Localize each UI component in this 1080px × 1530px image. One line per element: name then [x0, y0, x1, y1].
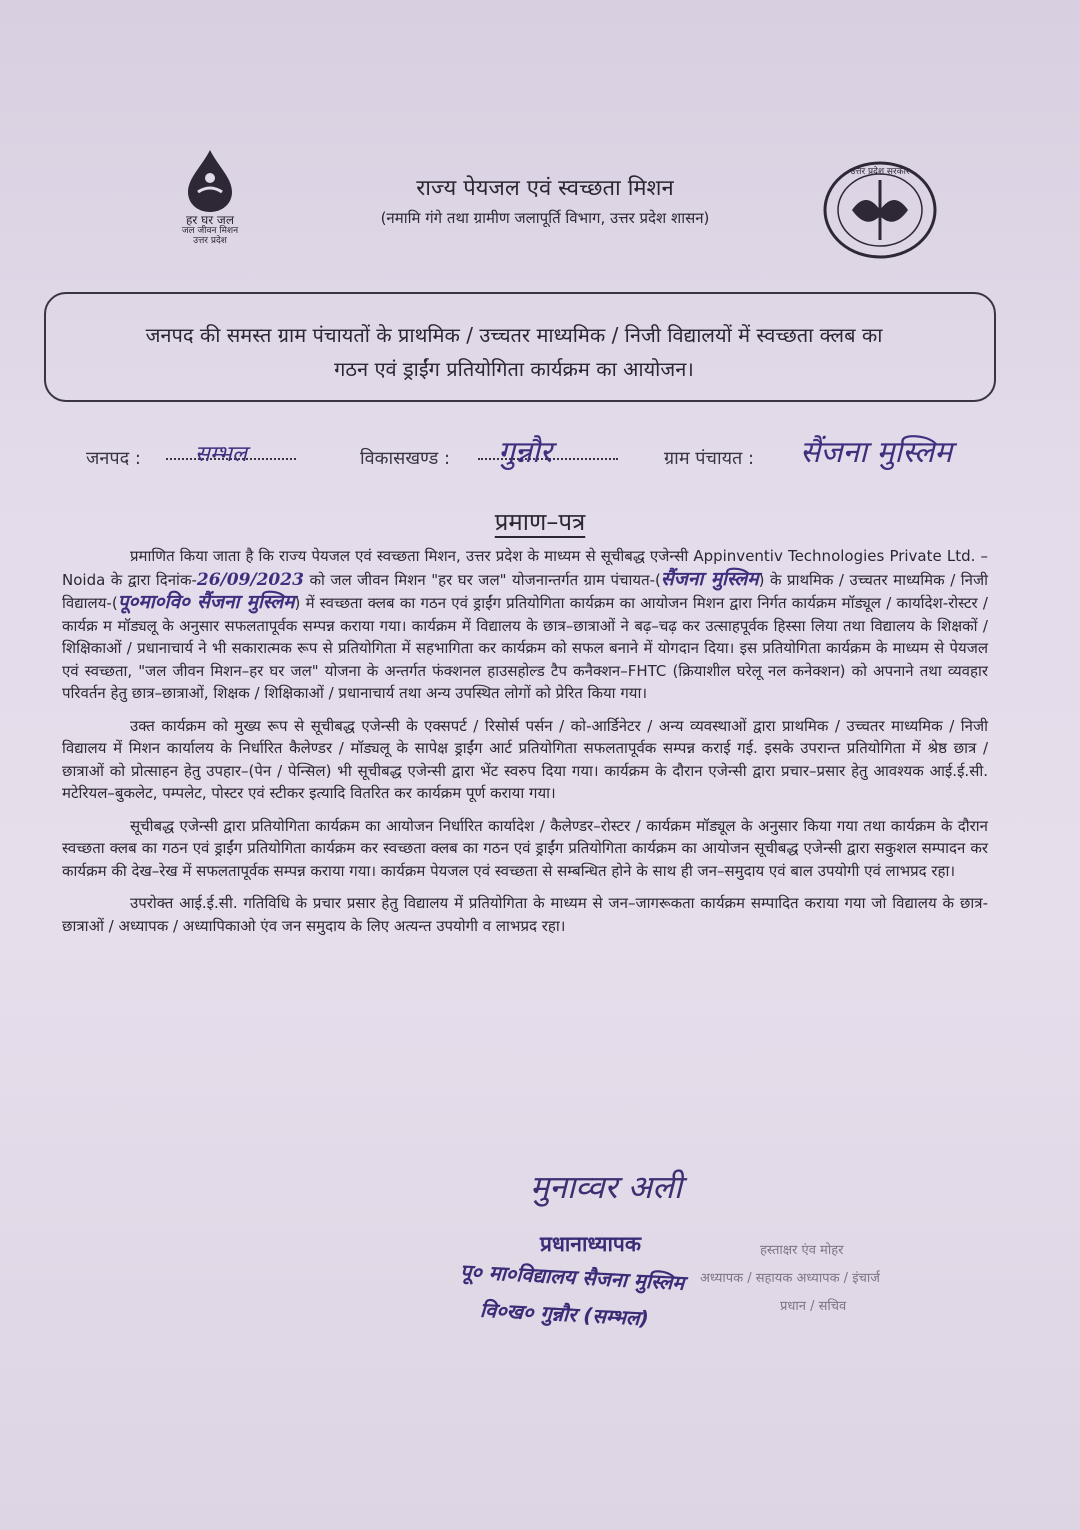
block-field	[360, 446, 450, 470]
district-value: सम्भल	[195, 442, 247, 467]
location-fields	[0, 436, 1080, 486]
p1-text-a: प्रमाणित किया जाता है कि राज्य पेयजल एवं स्वच्छता मिशन, उत्तर प्रदेश के माध्यम से सूचीबद्ध एजेन्सी Appinventiv Technologies Private Ltd. – Noida के द्वारा दिनांक-	[62, 547, 988, 589]
panchayat-value: सैंजना मुस्लिम	[800, 435, 953, 470]
paragraph-2: उक्त कार्यक्रम को मुख्य रूप से सूचीबद्ध एजेन्सी के एक्सपर्ट / रिसोर्स पर्सन / को-आर्डिनेटर / अन्य व्यवस्थाओं द्वारा प्राथमिक / उच्चतर माध्यमिक / निजी विद्यालय में मिशन कार्यालय के निर्धारित कैलेण्डर / मॉड्यलू के सापेक्ष ड्राईंग आर्ट प्रतियोगिता सफलतापूर्वक सम्पन्न कराई गई. इसके उपरान्त प्रतियोगिता में श्रेष्ठ छात्र / छात्राओं को प्रोत्साहन हेतु उपहार–(पेन / पेन्सिल) भी सूचीबद्ध एजेन्सी द्वारा भेंट स्वरुप दिया गया। कार्यक्रम के दौरान एजेन्सी द्वारा प्रचार–प्रसार हेतु आवश्यक आई.ई.सी. मटेरियल–बुकलेट, पम्पलेट, पोस्टर एवं स्टीकर इत्यादि वितरित कर कार्यक्रम पूर्ण कराया गया।	[62, 716, 988, 802]
block-value: गुन्नौर	[498, 435, 553, 470]
p1-text-b: को जल जीवन मिशन "हर घर जल" योजनान्तर्गत ग्राम पंचायत-(	[303, 570, 661, 589]
logo-text-2: जल जीवन मिशन	[181, 226, 239, 236]
mission-header	[300, 172, 790, 228]
subject-line-1: जनपद की समस्त ग्राम पंचायतों के प्राथमिक / उच्चतर माध्यमिक / निजी विद्यालयों में स्वच्छता क्लब का	[145, 323, 883, 347]
up-government-seal	[822, 160, 938, 260]
handwritten-signature: मुनाव्वर अली	[530, 1168, 683, 1206]
paragraph-3: सूचीबद्ध एजेन्सी द्वारा प्रतियोगिता कार्यक्रम का आयोजन निर्धारित कार्यादेश / कैलेण्डर–रोस्टर / कार्यक्रम मॉड्यूल के अनुसार किया गया तथा कार्यक्रम के दौरान स्वच्छता क्लब का गठन एवं ड्राईंग प्रतियोगिता कार्यक्रम कर स्वच्छता क्लब का गठन एवं ड्राईंग प्रतियोगिता कार्यक्रम का आयोजन सूचीबद्ध एजेन्सी द्वारा सकुशल सम्पादन कर कार्यक्रम की देख–रेख में सफलतापूर्वक सम्पन्न कराया गया। कार्यक्रम पेयजल एवं स्वच्छता से सम्बन्धित होने के साथ ही जन–समुदाय एवं बाल उपयोगी एवं लाभप्रद रहा।	[62, 816, 988, 880]
signature-block	[460, 1160, 960, 1360]
har-ghar-jal-logo	[165, 148, 255, 246]
gram-panchayat-name: सैंजना मुस्लिम	[660, 567, 759, 590]
paragraph-1	[62, 545, 988, 705]
district-field	[86, 446, 141, 470]
program-date: 26/09/2023	[196, 569, 304, 590]
paragraph-4: उपरोक्त आई.ई.सी. गतिविधि के प्रचार प्रसार हेतु विद्यालय में प्रतियोगिता के माध्यम से जन–जागरूकता कार्यक्रम सम्पादित कराया गया जो विद्यालय के छात्र-छात्राओं / अध्यापक / अध्यापिकाओ एंव जन समुदाय के लिए अत्यन्त उपयोगी व लाभप्रद रहा।	[62, 894, 988, 935]
certificate-body	[62, 545, 988, 947]
panchayat-label: ग्राम पंचायत :	[664, 448, 755, 469]
seal-text: उत्तर प्रदेश सरकार	[850, 167, 910, 177]
stamp-block: वि०ख० गुन्नौर (सम्भल)	[479, 1297, 650, 1331]
panchayat-field	[664, 446, 754, 470]
signatory-role-1: अध्यापक / सहायक अध्यापक / इंचार्ज	[700, 1271, 880, 1286]
mission-title: राज्य पेयजल एवं स्वच्छता मिशन	[416, 176, 674, 201]
logo-text-1: हर घर जल	[186, 213, 234, 227]
block-label: विकासखण्ड :	[360, 448, 451, 469]
signatory-role-2: प्रधान / सचिव	[780, 1299, 847, 1314]
stamp-school: पू० मा०विद्यालय सैजना मुस्लिम	[459, 1259, 685, 1295]
school-name: पू०मा०वि० सैंजना मुस्लिम	[117, 591, 295, 613]
mission-subtitle: (नमामि गंगे तथा ग्रामीण जलापूर्ति विभाग, उत्तर प्रदेश शासन)	[380, 209, 710, 227]
district-label: जनपद :	[86, 448, 141, 469]
subject-line-2: गठन एवं ड्राईंग प्रतियोगिता कार्यक्रम का आयोजन।	[334, 357, 694, 381]
certificate-title: प्रमाण–पत्र	[494, 508, 586, 536]
water-drop-icon	[180, 148, 240, 214]
logo-text-3: उत्तर प्रदेश	[193, 236, 227, 246]
p1-text-d: ) में स्वच्छता क्लब का गठन एवं ड्राईंग प्रतियोगिता कार्यक्रम का आयोजन मिशन द्वारा निर्गत कार्यक्रम मॉड्यूल / कार्यादेश-रोस्टर / कार्यक्र म मॉड्यलू के अनुसार सफलतापूर्वक सम्पन्न कराया गया। कार्यक्रम में विद्यालय के छात्र–छात्राओं ने बढ़–चढ़ कर उत्साहपूर्वक हिस्सा लिया तथा विद्यालय के शिक्षकों / शिक्षिकाओं / प्रधानाचार्य ने भी सकारात्मक रूप से प्रतियोगिता में सहभागिता कर कार्यक्रम को सफल बनाने में योगदान दिया। इस प्रतियोगिता कार्यक्रम के माध्यम से पेयजल एवं स्वच्छता, "जल जीवन मिशन–हर घर जल" योजना के अन्तर्गत फंक्शनल हाउसहोल्ड टैप कनैक्शन–FHTC (क्रियाशील घरेलू नल कनेक्शन) को अपनाने तथा व्यवहार परिवर्तन हेतु छात्र–छात्राओं, शिक्षक / शिक्षिकाओं / प्रधानाचार्य तथा अन्य उपस्थित लोगों को प्रेरित किया गया।	[62, 594, 988, 702]
stamp-designation: प्रधानाध्यापक	[540, 1232, 641, 1256]
subject-box	[44, 292, 996, 402]
p1-text-c: ) के प्राथमिक / उच्चतर माध्यमिक / निजी विद्यालय-(	[62, 570, 988, 612]
signature-caption: हस्ताक्षर एंव मोहर	[760, 1243, 844, 1258]
